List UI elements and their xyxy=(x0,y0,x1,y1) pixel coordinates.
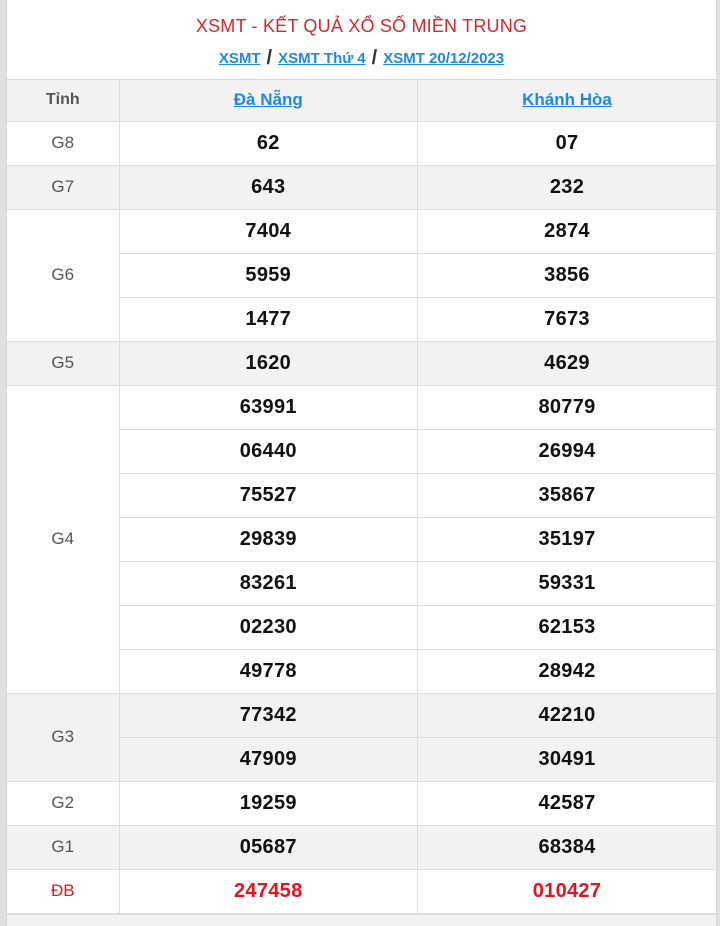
result-da-nang: 643 xyxy=(119,165,418,209)
result-khanh-hoa: 59331 xyxy=(418,561,717,605)
table-row xyxy=(7,781,716,825)
result-khanh-hoa: 35867 xyxy=(418,473,717,517)
result-da-nang: 247458 xyxy=(119,869,418,913)
result-khanh-hoa: 232 xyxy=(418,165,717,209)
prize-label: G1 xyxy=(7,825,119,869)
result-da-nang: 5959 xyxy=(119,253,418,297)
result-khanh-hoa: 35197 xyxy=(418,517,717,561)
table-row xyxy=(7,165,716,209)
result-da-nang: 62 xyxy=(119,121,418,165)
result-khanh-hoa: 010427 xyxy=(418,869,717,913)
table-row xyxy=(7,869,716,913)
prize-label: ĐB xyxy=(7,869,119,913)
prize-label: G8 xyxy=(7,121,119,165)
table-row xyxy=(7,209,716,253)
result-khanh-hoa: 26994 xyxy=(418,429,717,473)
result-khanh-hoa: 42210 xyxy=(418,693,717,737)
table-footer xyxy=(7,914,716,926)
result-da-nang: 19259 xyxy=(119,781,418,825)
province-link-da-nang[interactable]: Đà Nẵng xyxy=(233,90,303,110)
result-khanh-hoa: 42587 xyxy=(418,781,717,825)
result-khanh-hoa: 07 xyxy=(418,121,717,165)
result-da-nang: 49778 xyxy=(119,649,418,693)
result-khanh-hoa: 28942 xyxy=(418,649,717,693)
province-link-khanh-hoa[interactable]: Khánh Hòa xyxy=(522,90,612,110)
result-da-nang: 1477 xyxy=(119,297,418,341)
table-row xyxy=(7,385,716,429)
results-table xyxy=(7,80,716,914)
prize-label: G7 xyxy=(7,165,119,209)
result-da-nang: 75527 xyxy=(119,473,418,517)
result-khanh-hoa: 62153 xyxy=(418,605,717,649)
result-da-nang: 47909 xyxy=(119,737,418,781)
result-khanh-hoa: 7673 xyxy=(418,297,717,341)
prize-label: G6 xyxy=(7,209,119,341)
results-body xyxy=(7,121,716,913)
breadcrumb-xsmt[interactable]: XSMT xyxy=(218,50,261,67)
page-title: XSMT - KẾT QUẢ XỔ SỐ MIỀN TRUNG xyxy=(195,16,528,36)
result-da-nang: 06440 xyxy=(119,429,418,473)
column-header-khanh-hoa xyxy=(418,80,717,121)
result-da-nang: 29839 xyxy=(119,517,418,561)
table-header-row xyxy=(7,80,716,121)
result-khanh-hoa: 4629 xyxy=(418,341,717,385)
table-row xyxy=(7,693,716,737)
result-da-nang: 1620 xyxy=(119,341,418,385)
result-khanh-hoa: 80779 xyxy=(418,385,717,429)
breadcrumb xyxy=(7,46,716,80)
result-khanh-hoa: 2874 xyxy=(418,209,717,253)
result-khanh-hoa: 30491 xyxy=(418,737,717,781)
result-da-nang: 05687 xyxy=(119,825,418,869)
result-da-nang: 7404 xyxy=(119,209,418,253)
breadcrumb-xsmt-thu-4[interactable]: XSMT Thứ 4 xyxy=(278,50,366,67)
prize-label: G5 xyxy=(7,341,119,385)
breadcrumb-xsmt-date[interactable]: XSMT 20/12/2023 xyxy=(383,50,505,67)
result-da-nang: 77342 xyxy=(119,693,418,737)
breadcrumb-separator: / xyxy=(371,47,378,69)
table-row xyxy=(7,825,716,869)
table-row xyxy=(7,341,716,385)
result-khanh-hoa: 3856 xyxy=(418,253,717,297)
results-card xyxy=(6,0,717,926)
result-da-nang: 83261 xyxy=(119,561,418,605)
column-header-da-nang xyxy=(119,80,418,121)
column-header-province-label: Tỉnh xyxy=(7,80,119,121)
breadcrumb-separator: / xyxy=(266,47,273,69)
prize-label: G4 xyxy=(7,385,119,693)
result-da-nang: 02230 xyxy=(119,605,418,649)
table-row xyxy=(7,121,716,165)
prize-label: G3 xyxy=(7,693,119,781)
result-khanh-hoa: 68384 xyxy=(418,825,717,869)
result-da-nang: 63991 xyxy=(119,385,418,429)
prize-label: G2 xyxy=(7,781,119,825)
